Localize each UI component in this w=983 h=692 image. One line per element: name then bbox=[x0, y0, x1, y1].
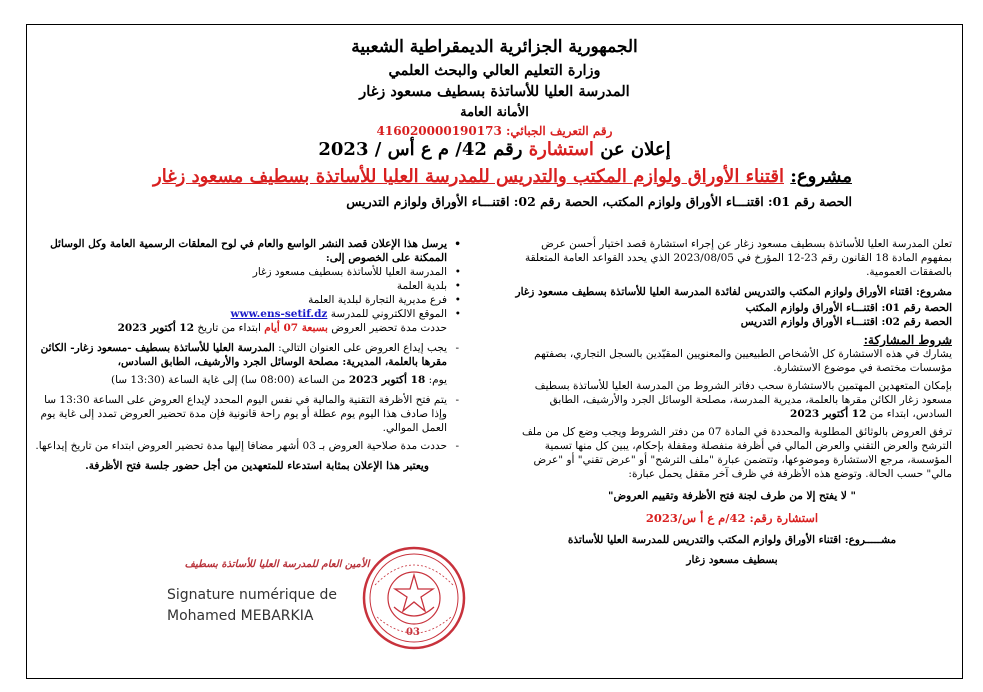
tax-id-value: 416020000190173 bbox=[376, 124, 502, 138]
intro-paragraph: تعلن المدرسة العليا للأساتذة بسطيف مسعود زغار عن إجراء استشارة قصد اختيار أحسن عرض بمفهوم المادة 18 القانون رقم 23-12 المؤرخ في 2023/08/05 الذي يحدد القواعد العامة المتعلقة بالصفقات العمومية. bbox=[524, 238, 952, 278]
announcement-number: رقم 42/ م ع أس / 2023 bbox=[318, 139, 523, 160]
recipients-list bbox=[33, 237, 461, 321]
deposit-day-line bbox=[33, 373, 461, 387]
project-label: مشروع: bbox=[790, 166, 852, 187]
conditions-paragraph-2-text: بإمكان المتعهدين المهتمين بالاستشارة سحب دفاتر الشروط من المدرسة العليا للأساتذة بسطيف مسعود زغار الكائن مقرها بالعلمة، مديرية المدرسة، مصلحة الوسائل الجرد والأرشيف، الطابق السادس، ابتداء من bbox=[534, 380, 952, 420]
right-project-line: مشروع: اقتناء الأوراق ولوازم المكتب والتدريس لفائدة المدرسة العليا للأساتذة بسطيف مسعود زغار bbox=[515, 286, 952, 298]
deadline-pre: حددت مدة تحضير العروض bbox=[331, 322, 447, 334]
deadline-post: ابتداء من تاريخ bbox=[197, 322, 261, 334]
left-column bbox=[33, 237, 461, 473]
document-page bbox=[26, 24, 963, 679]
lots-line: الحصة رقم 01: اقتنـــاء الأوراق ولوازم المكتب، الحصة رقم 02: اقتنـــاء الأوراق ولوازم التدريس bbox=[346, 194, 852, 209]
validity-paragraph: - حددت مدة صلاحية العروض بـ 03 أشهر مضافا إليها مدة تحضير العروض ابتداء من تاريخ إيداعها. bbox=[33, 439, 461, 453]
tax-id-line bbox=[27, 124, 962, 138]
project-title: اقتناء الأوراق ولوازم المكتب والتدريس للمدرسة العليا للأساتذة بسطيف مسعود زغار bbox=[153, 166, 784, 187]
conditions-paragraph-2 bbox=[512, 379, 952, 421]
deposit-day-hours: من الساعة (08:00 سا) إلى غاية الساعة (13:30 سا) bbox=[111, 374, 346, 386]
deposit-day-label: يوم: bbox=[428, 374, 447, 386]
bottom-project-line: مشـــــروع: اقتناء الأوراق ولوازم المكتب والتدريس للمدرسة العليا للأساتذة bbox=[567, 534, 897, 546]
ministry-title: وزارة التعليم العالي والبحث العلمي bbox=[388, 62, 601, 79]
conditions-paragraph-3: ترفق العروض بالوثائق المطلوبة والمحددة في المادة 07 من دفتر الشروط ويجب وضع كل من ملف الترشح والعرض التقني والعرض المالي في أظرفة منفصلة ومقفلة بإحكام، يبين كل منها تسمية المؤسسة، مرجع الاستشارة وموضوعها، وتتضمن عبارة "ملف الترشح" أو "عرض تقني" أو "عرض مالي" حسب الحالة. وتوضع هذه الأظرفة في ظرف آخر مقفل يحمل عبارة: bbox=[521, 426, 952, 480]
secretariat-title: الأمانة العامة bbox=[460, 105, 529, 120]
tax-id-label: رقم التعريف الجبائي: bbox=[505, 124, 613, 138]
conditions-title: شروط المشاركة: bbox=[863, 333, 952, 347]
deadline-line bbox=[33, 321, 461, 335]
opening-paragraph: - يتم فتح الأظرفة التقنية والمالية في نفس اليوم المحدد لإيداع العروض على الساعة 13:30 سا وإذا صادف هذا اليوم يوم عطلة أو يوم راحة قانونية فإن مدة تحضير العروض تمدد إلى غاية يوم العمل الموالي. bbox=[33, 393, 461, 435]
consultation-reference: استشارة رقم: 42/م ع أ س/2023 bbox=[645, 511, 819, 525]
project-line bbox=[153, 166, 852, 187]
deposit-pre: يجب إيداع العروض على العنوان التالي: bbox=[278, 342, 447, 354]
announcement-title bbox=[27, 139, 962, 160]
deposit-day-date: 18 أكتوبر 2023 bbox=[348, 374, 426, 386]
recipient-item: • بلدية العلمة bbox=[33, 279, 461, 293]
recipient-item: • فرع مديرية التجارة لبلدية العلمة bbox=[33, 293, 461, 307]
deadline-date: 12 أكتوبر 2023 bbox=[117, 322, 195, 334]
withdrawal-date: 12 أكتوبر 2023 bbox=[790, 408, 867, 420]
send-intro: • يرسل هذا الإعلان قصد النشر الواسع والعام في لوح المعلقات الرسمية العامة وكل الوسائل الممكنة على الخصوص إلى: bbox=[33, 237, 461, 265]
school-title: المدرسة العليا للأساتذة بسطيف مسعود زغار bbox=[359, 83, 630, 100]
deposit-paragraph bbox=[33, 341, 461, 369]
signature-title: الأمين العام للمدرسة العليا للأساتذة بسطيف bbox=[184, 559, 370, 570]
deadline-days: بسبعة 07 أيام bbox=[264, 322, 328, 334]
digital-signature-line-1: Signature numérique de bbox=[167, 587, 337, 603]
digital-signature bbox=[167, 585, 337, 627]
digital-signature-line-2: Mohamed MEBARKIA bbox=[167, 608, 314, 624]
website-link[interactable]: www.ens-setif.dz bbox=[230, 308, 328, 320]
right-lot-2: الحصة رقم 02: اقتنـــاء الأوراق ولوازم التدريس bbox=[740, 316, 952, 328]
recipient-item: • المدرسة العليا للأساتذة بسطيف مسعود زغار bbox=[33, 265, 461, 279]
republic-title: الجمهورية الجزائرية الديمقراطية الشعبية bbox=[351, 37, 638, 57]
official-stamp bbox=[361, 545, 467, 651]
right-lot-1: الحصة رقم 01: اقتنـــاء الأوراق ولوازم المكتب bbox=[745, 302, 952, 314]
deposit-address: المدرسة العليا للأساتذة بسطيف -مسعود زغار- الكائن مقرها بالعلمة، المديرية: مصلحة الوسائل الجرد والأرشيف، الطابق السادس، bbox=[40, 342, 447, 368]
right-column bbox=[512, 237, 952, 567]
invitation-line: ويعتبر هذا الإعلان بمثابة استدعاء للمتعهدين من أجل حضور جلسة فتح الأظرفة. bbox=[85, 460, 429, 472]
stamp-number: 03 bbox=[406, 627, 420, 638]
announcement-word: استشارة bbox=[528, 139, 594, 160]
recipient-website bbox=[33, 307, 461, 321]
conditions-paragraph-1: يشارك في هذه الاستشارة كل الأشخاص الطبيعيين والمعنويين المقيّدين بالسجل التجاري، بصفتهم مؤسسات مختصة في موضوع الاستشارة. bbox=[534, 348, 952, 374]
website-label: الموقع الالكتروني للمدرسة bbox=[330, 308, 447, 320]
envelope-quote: " لا يفتح إلا من طرف لجنة فتح الأظرفة وتقييم العروض" bbox=[607, 490, 857, 502]
announcement-prefix: إعلان عن bbox=[600, 139, 671, 160]
bottom-city-line: بسطيف مسعود زغار bbox=[686, 554, 778, 566]
